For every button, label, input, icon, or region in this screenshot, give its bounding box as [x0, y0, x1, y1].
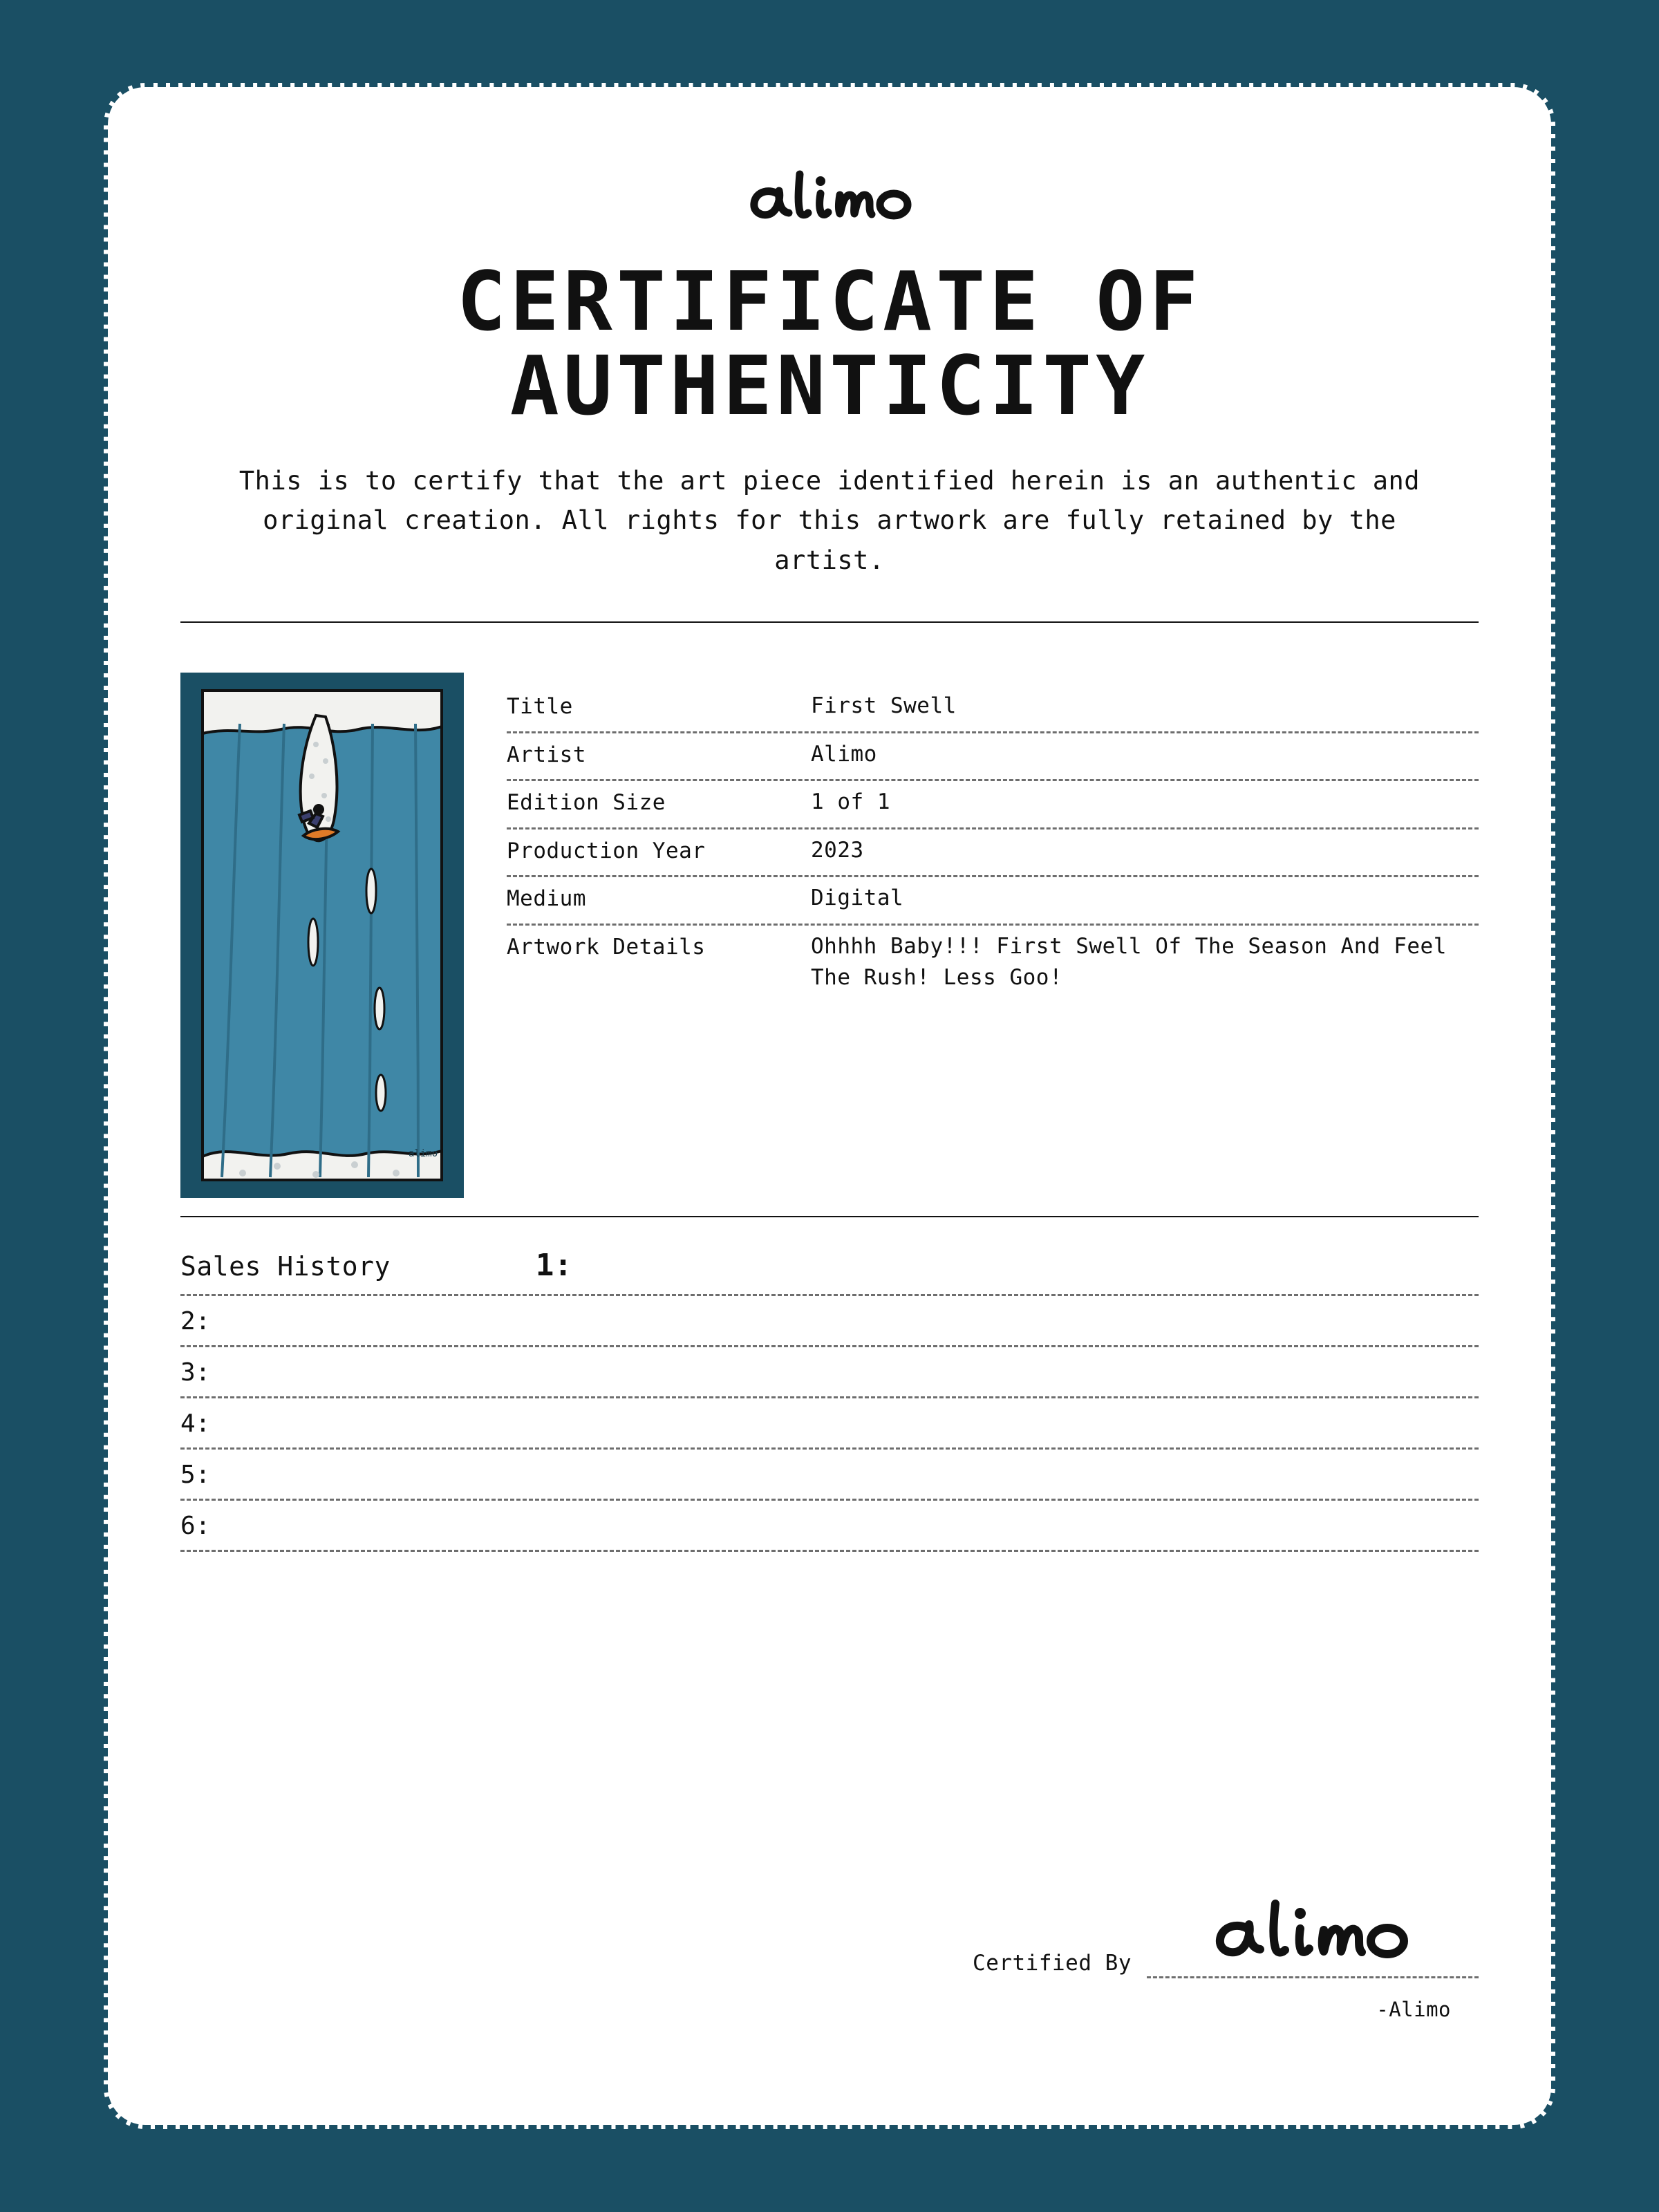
detail-label: Edition Size: [507, 790, 666, 816]
detail-row-edition-size: [507, 781, 1479, 830]
certified-by-label: Certified By: [973, 1951, 1132, 1976]
detail-label: Production Year: [507, 838, 706, 863]
alimo-script-signature-icon: [1209, 1893, 1416, 1971]
detail-value: Alimo: [811, 741, 877, 767]
detail-row-production-year: [507, 830, 1479, 878]
signature-block: [953, 1951, 1479, 2021]
artwork-details-section: [180, 673, 1479, 1198]
sales-row-2[interactable]: 2:: [180, 1296, 1479, 1347]
detail-value: 1 of 1: [811, 789, 890, 815]
sales-history-title: Sales History: [180, 1251, 391, 1282]
signature-line[interactable]: [1147, 1972, 1479, 1978]
detail-value: Ohhhh Baby!!! First Swell Of The Season And Feel The Rush! Less Goo!: [811, 933, 1447, 990]
detail-value: First Swell: [811, 693, 957, 719]
sales-row-number-1: 1:: [535, 1248, 572, 1284]
detail-label: Medium: [507, 886, 586, 912]
details-field-list: [507, 673, 1479, 1198]
divider-top: [180, 621, 1479, 623]
artwork-thumbnail: [180, 673, 464, 1198]
brand-logo: [180, 87, 1479, 253]
detail-label: Artist: [507, 742, 586, 767]
sales-row-3[interactable]: 3:: [180, 1347, 1479, 1398]
detail-row-title: [507, 685, 1479, 733]
detail-row-artist: [507, 733, 1479, 782]
detail-row-medium: [507, 877, 1479, 926]
divider-sales: [180, 1216, 1479, 1217]
detail-value: Digital: [811, 885, 904, 911]
page-title: CERTIFICATE OF AUTHENTICITY: [456, 254, 1203, 433]
surfer-wave-illustration-icon: [180, 673, 464, 1198]
sales-row-4[interactable]: 4:: [180, 1398, 1479, 1450]
sales-history-section: [180, 1248, 1479, 1552]
certification-statement: This is to certify that the art piece identified herein is an authentic and original creation. All rights for this artwork are fully retained by the artist.: [238, 466, 1421, 575]
detail-label: Artwork Details: [507, 934, 706, 959]
svg-text:alimo: alimo: [409, 1148, 438, 1160]
signed-name: -Alimo: [1376, 1998, 1451, 2021]
sales-history-header: [180, 1248, 1479, 1296]
detail-label: Title: [507, 694, 573, 720]
sales-row-5[interactable]: 5:: [180, 1450, 1479, 1501]
detail-row-artwork-details: [507, 926, 1479, 1002]
sales-row-6[interactable]: 6:: [180, 1501, 1479, 1552]
detail-value: 2023: [811, 837, 864, 863]
alimo-script-logo-icon: [743, 218, 916, 232]
certificate-page: [104, 83, 1555, 2129]
